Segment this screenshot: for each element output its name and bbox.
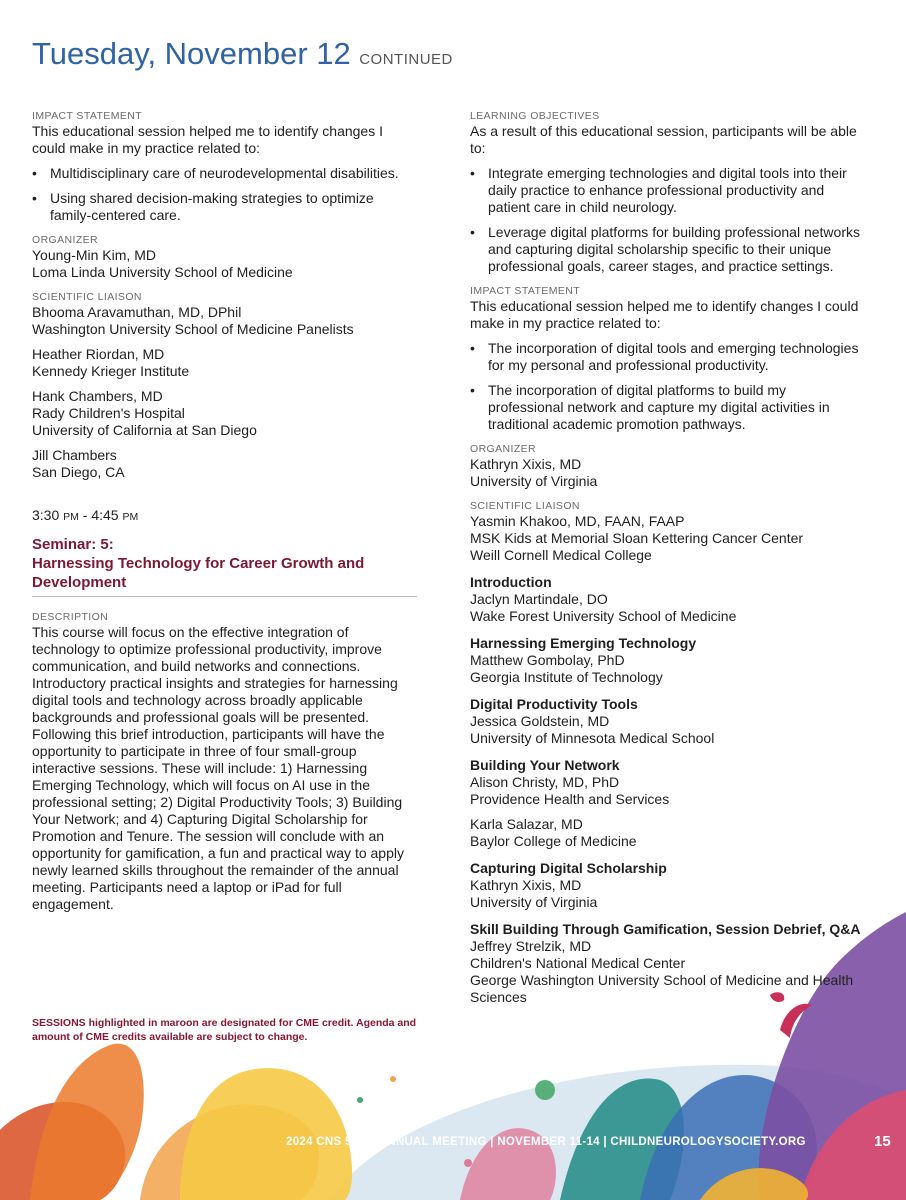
person-affiliation: Washington University School of Medicine Panelists (32, 321, 354, 337)
person-name: Jessica Goldstein, MD (470, 713, 610, 729)
person-name: Kathryn Xixis, MD (470, 456, 582, 472)
description-text: This course will focus on the effective integration of technology to optimize professional productivity, improve communication, and build networks and connections. Introductory practical insights and strategies for harnessing digital tools and technology across broadly applicable backgrounds and professional goals will be presented. Following this brief introduction, participants will have the opportunity to participate in three of four small-group interactive sessions. These will include: 1) Harnessing Emerging Technology, which will focus on AI use in the professional setting; 2) Digital Productivity Tools; 3) Building Your Network; and 4) Capturing Digital Scholarship for Promotion and Tenure. The session will conclude with an opportunity for gamification, a fun and practical way to apply newly learned skills throughout the remainder of the annual meeting. Participants need a laptop or iPad for full engagement. (32, 624, 404, 912)
impact-intro: This educational session helped me to identify changes I could make in my practice related to: (32, 123, 383, 156)
objectives-intro: As a result of this educational session, participants will be able to: (470, 123, 857, 156)
person-affiliation: Rady Children's Hospital (32, 405, 185, 421)
organizer-section (470, 443, 865, 490)
person-entry (32, 388, 417, 439)
session-block (470, 574, 865, 625)
person-name: Jaclyn Martindale, DO (470, 591, 608, 607)
organizer-section (32, 234, 417, 281)
person-affiliation: Weill Cornell Medical College (470, 547, 652, 563)
person-entry (470, 774, 865, 808)
person-affiliation: Georgia Institute of Technology (470, 669, 663, 685)
person-name: Bhooma Aravamuthan, MD, DPhil (32, 304, 242, 320)
person-affiliation: University of Virginia (470, 473, 598, 489)
person-affiliation: University of Virginia (470, 894, 598, 910)
person-affiliation: Providence Health and Services (470, 791, 670, 807)
person-name: Matthew Gombolay, PhD (470, 652, 625, 668)
cme-note: SESSIONS highlighted in maroon are designated for CME credit. Agenda and amount of CME credits available are subject to change. (32, 1017, 417, 1043)
page-number: 15 (874, 1133, 891, 1150)
section-label: SCIENTIFIC LIAISON (470, 500, 580, 512)
impact-section (32, 110, 417, 224)
title-day: Tuesday, November 12 (32, 36, 351, 71)
impact-list (470, 340, 865, 433)
time-suffix: PM (122, 511, 139, 523)
person-affiliation: University of California at San Diego (32, 422, 257, 438)
list-item: • The incorporation of digital platforms to build my professional network and capture my digital activities in traditional academic promotion pathways. (470, 382, 865, 433)
right-column (470, 110, 865, 1016)
section-label: IMPACT STATEMENT (470, 285, 581, 297)
seminar-number: Seminar: 5: (32, 536, 114, 553)
list-item: • Integrate emerging technologies and digital tools into their daily practice to enhance professional productivity and patient care in child neurology. (470, 165, 865, 216)
seminar-title (32, 535, 417, 597)
person-name: Yasmin Khakoo, MD, FAAN, FAAP (470, 513, 685, 529)
person-name: Alison Christy, MD, PhD (470, 774, 620, 790)
impact-list (32, 165, 417, 224)
footer-text: 2024 CNS 53RD ANNUAL MEETING | NOVEMBER 11-14 | CHILDNEUROLOGYSOCIETY.ORG (286, 1136, 806, 1148)
person-name: Young-Min Kim, MD (32, 247, 156, 263)
person-entry (32, 447, 417, 481)
person-affiliation: George Washington University School of Medicine and Health Sciences (470, 972, 854, 1005)
session-heading: Digital Productivity Tools (470, 696, 638, 712)
person-name: Hank Chambers, MD (32, 388, 163, 404)
person-affiliation: Loma Linda University School of Medicine (32, 264, 293, 280)
person-entry (32, 304, 417, 338)
person-affiliation: MSK Kids at Memorial Sloan Kettering Cancer Center (470, 530, 804, 546)
liaison-section (470, 500, 865, 564)
session-block (470, 757, 865, 850)
person-entry (32, 346, 417, 380)
impact-intro: This educational session helped me to identify changes I could make in my practice related to: (470, 298, 859, 331)
title-continued: CONTINUED (359, 51, 453, 68)
list-item: • Using shared decision-making strategies to optimize family-centered care. (32, 190, 417, 224)
list-item: • Multidisciplinary care of neurodevelopmental disabilities. (32, 165, 417, 182)
session-block (470, 635, 865, 686)
time-end: - 4:45 (78, 507, 123, 523)
description-section (32, 611, 417, 913)
session-block (470, 921, 865, 1006)
person-affiliation: Kennedy Krieger Institute (32, 363, 190, 379)
person-affiliation: Children's National Medical Center (470, 955, 686, 971)
person-name: Kathryn Xixis, MD (470, 877, 582, 893)
person-name: Karla Salazar, MD (470, 816, 583, 832)
impact-section (470, 285, 865, 433)
session-heading: Capturing Digital Scholarship (470, 860, 667, 876)
person-entry (470, 816, 865, 850)
session-heading: Skill Building Through Gamification, Session Debrief, Q&A (470, 921, 861, 937)
section-label: ORGANIZER (32, 234, 99, 246)
session-heading: Building Your Network (470, 757, 620, 773)
section-label: SCIENTIFIC LIAISON (32, 291, 142, 303)
section-label: IMPACT STATEMENT (32, 110, 143, 122)
section-label: LEARNING OBJECTIVES (470, 110, 600, 122)
session-time (32, 507, 417, 526)
session-heading: Harnessing Emerging Technology (470, 635, 697, 651)
person-affiliation: Baylor College of Medicine (470, 833, 637, 849)
session-block (470, 860, 865, 911)
list-item: • The incorporation of digital tools and emerging technologies for my personal and professional productivity. (470, 340, 865, 374)
seminar-name: Harnessing Technology for Career Growth and Development (32, 555, 365, 591)
session-block (470, 696, 865, 747)
left-column (32, 110, 417, 923)
time-start: 3:30 (32, 507, 60, 523)
list-item: • Leverage digital platforms for building professional networks and capturing digital scholarship specific to their unique professional goals, career stages, and practice settings. (470, 224, 865, 275)
person-affiliation: San Diego, CA (32, 464, 125, 480)
section-label: ORGANIZER (470, 443, 537, 455)
section-label: DESCRIPTION (32, 611, 109, 623)
objectives-list (470, 165, 865, 275)
person-name: Jeffrey Strelzik, MD (470, 938, 592, 954)
objectives-section (470, 110, 865, 275)
liaison-section (32, 291, 417, 481)
person-name: Jill Chambers (32, 447, 117, 463)
person-affiliation: University of Minnesota Medical School (470, 730, 715, 746)
person-affiliation: Wake Forest University School of Medicine (470, 608, 737, 624)
page-title (32, 36, 453, 72)
session-heading: Introduction (470, 574, 552, 590)
person-name: Heather Riordan, MD (32, 346, 165, 362)
time-suffix: PM (63, 511, 79, 523)
